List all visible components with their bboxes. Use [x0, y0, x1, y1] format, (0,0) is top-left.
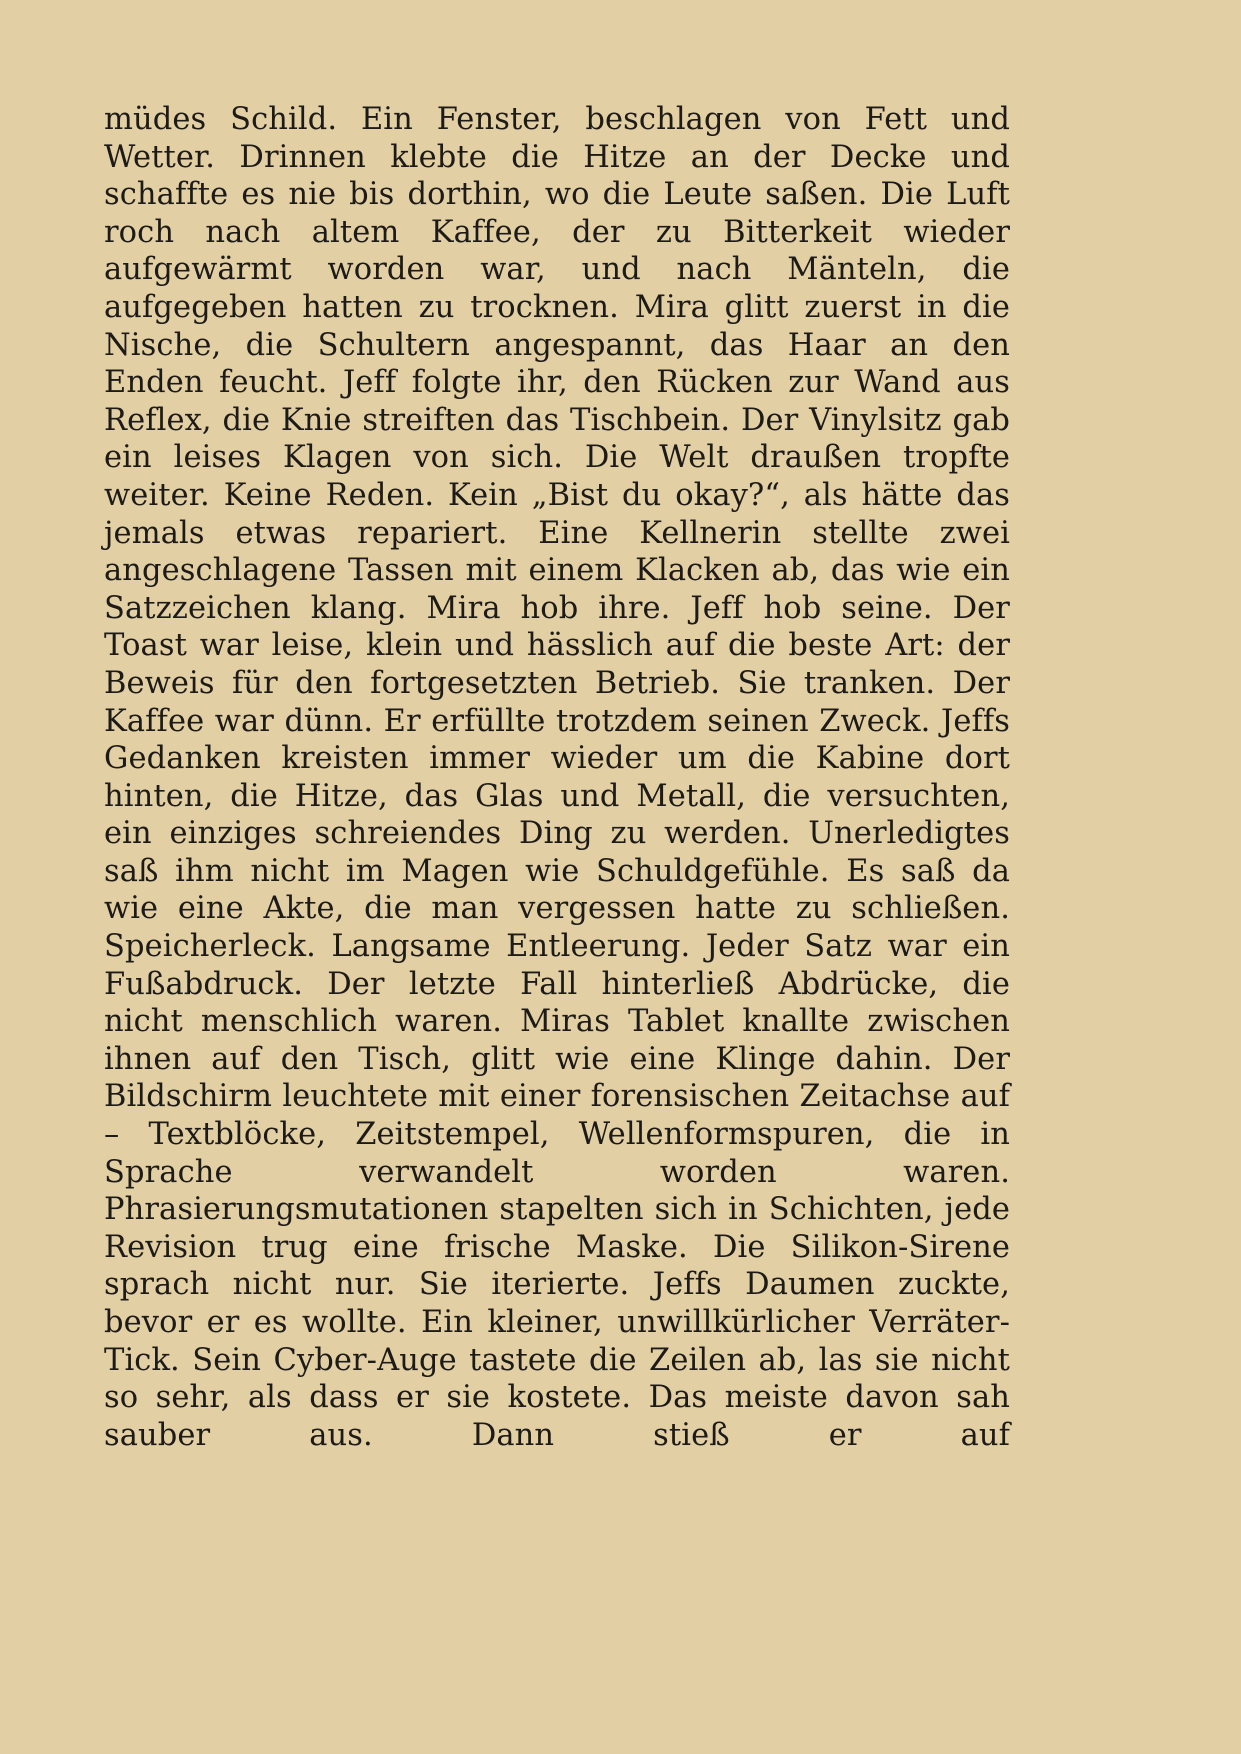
body-paragraph: müdes Schild. Ein Fenster, beschlagen von Fett und Wetter. Drinnen klebte die Hitze an der Decke und schaffte es nie bis dorthin, wo die Leute saßen. Die Luft roch nach altem Kaffee, der zu Bitterkeit wieder aufgewärmt worden war, und nach Mänteln, die aufgegeben hatten zu trocknen. Mira glitt zuerst in die Nische, die Schultern angespannt, das Haar an den Enden feucht. Jeff folgte ihr, den Rücken zur Wand aus Reflex, die Knie streiften das Tischbein. Der Vinylsitz gab ein leises Klagen von sich. Die Welt draußen tropfte weiter. Keine Reden. Kein „Bist du okay?“, als hätte das jemals etwas repariert. Eine Kellnerin stellte zwei angeschlagene Tassen mit einem Klacken ab, das wie ein Satzzeichen klang. Mira hob ihre. Jeff hob seine. Der Toast war leise, klein und hässlich auf die beste Art: der Beweis für den fortgesetzten Betrieb. Sie tranken. Der Kaffee war dünn. Er erfüllte trotzdem seinen Zweck. Jeffs Gedanken kreisten immer wieder um die Kabine dort hinten, die Hitze, das Glas und Metall, die versuchten, ein einziges schreiendes Ding zu werden. Unerledigtes saß ihm nicht im Magen wie Schuldgefühle. Es saß da wie eine Akte, die man vergessen hatte zu schließen. Speicherleck. Langsame Entleerung. Jeder Satz war ein Fußabdruck. Der letzte Fall hinterließ Abdrücke, die nicht menschlich waren. Miras Tablet knallte zwischen ihnen auf den Tisch, glitt wie eine Klinge dahin. Der Bildschirm leuchtete mit einer forensischen Zeitachse auf – Textblöcke, Zeitstempel, Wellenformspuren, die in Sprache verwandelt worden waren. Phrasierungsmutationen stapelten sich in Schichten, jede Revision trug eine frische Maske. Die Silikon-Sirene sprach nicht nur. Sie iterierte. Jeffs Daumen zuckte, bevor er es wollte. Ein kleiner, unwillkürlicher Verräter-Tick. Sein Cyber-Auge tastete die Zeilen ab, las sie nicht so sehr, als dass er sie kostete. Das meiste davon sah sauber aus. Dann stieß er auf [104, 102, 1010, 1453]
text-column [104, 101, 1010, 1492]
